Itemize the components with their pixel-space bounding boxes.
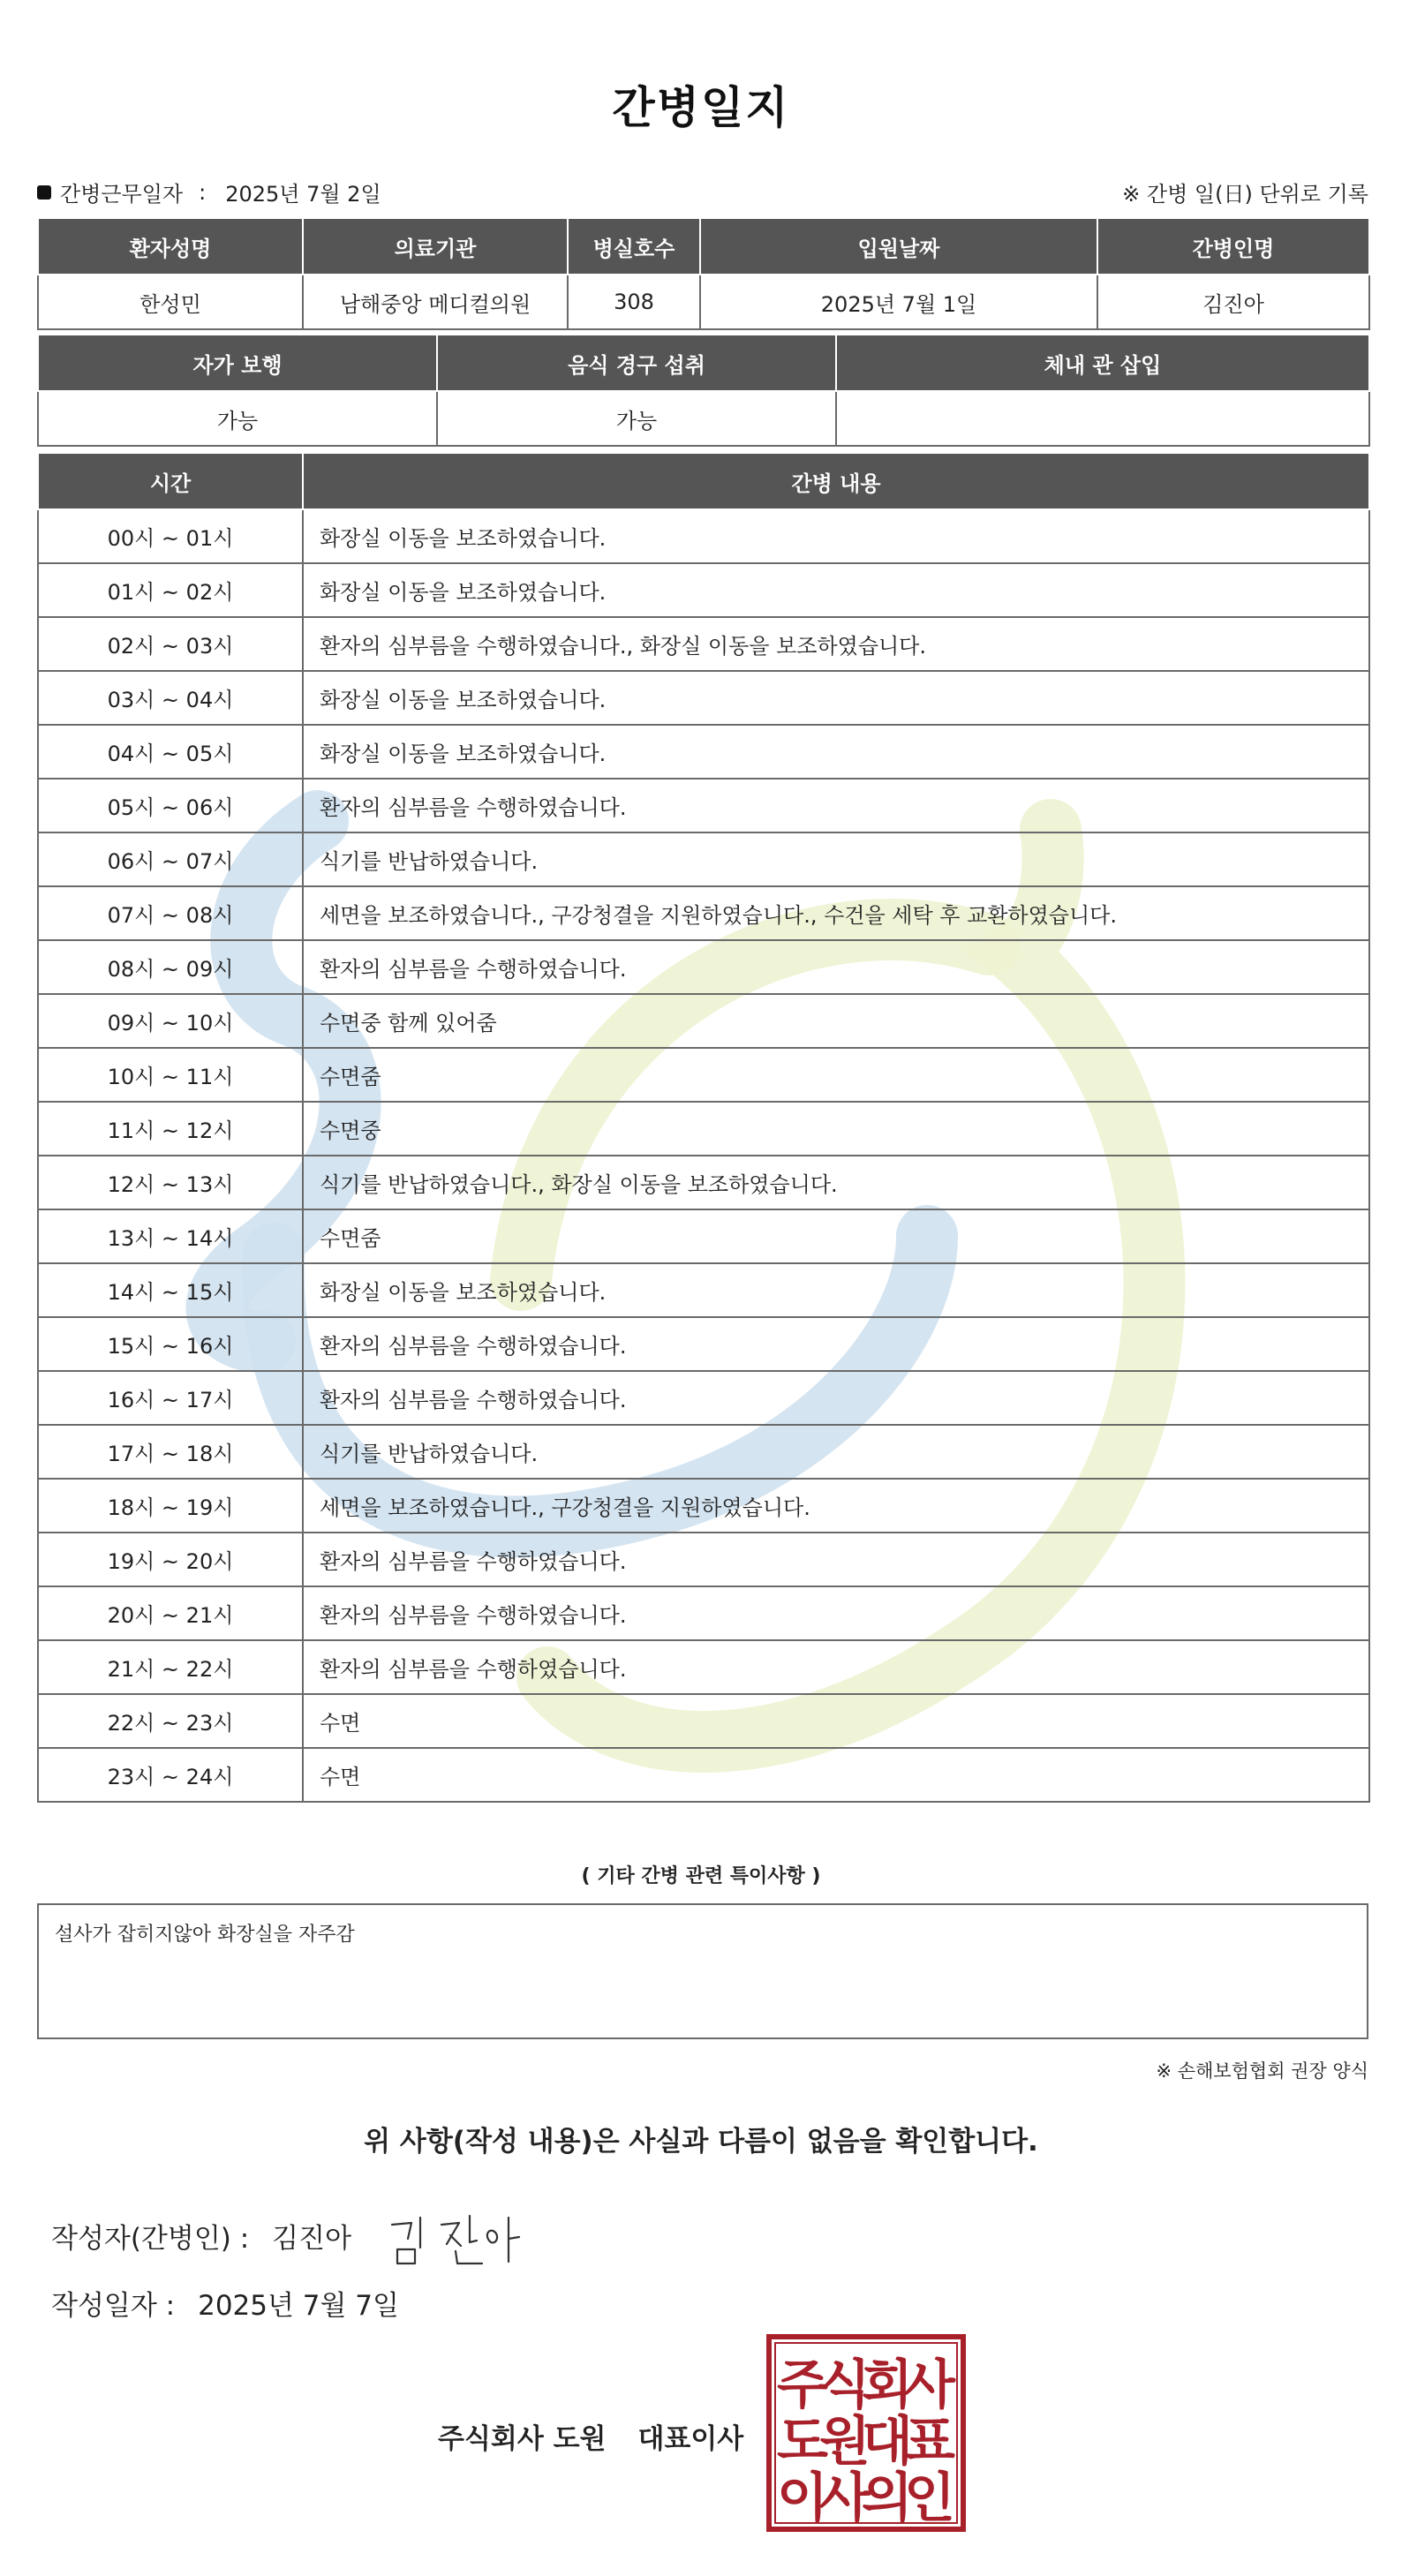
special-notes-text: 설사가 잡히지않아 화장실을 자주감 — [55, 1924, 355, 1946]
header-oral-intake: 음식 경구 섭취 — [437, 335, 836, 391]
log-time: 12시 ~ 13시 — [38, 1156, 303, 1209]
log-time: 06시 ~ 07시 — [38, 832, 303, 886]
log-content: 화장실 이동을 보조하였습니다. — [303, 1263, 1369, 1317]
confirmation-statement: 위 사항(작성 내용)은 사실과 다름이 없음을 확인합니다. — [364, 2126, 1038, 2158]
hourly-care-log-table — [37, 452, 1370, 1803]
svg-text:주: 주 — [777, 2354, 828, 2416]
log-content: 화장실 이동을 보조하였습니다. — [303, 725, 1369, 779]
log-time: 05시 ~ 06시 — [38, 779, 303, 832]
header-tube-insertion: 체내 관 삽입 — [836, 335, 1369, 391]
svg-text:대: 대 — [862, 2411, 913, 2473]
work-date-label: 간병근무일자 — [60, 182, 184, 207]
work-date-line — [37, 173, 1368, 208]
written-date-label: 작성일자 : — [51, 2290, 176, 2322]
ceo-title: 대표이사 — [637, 2423, 744, 2455]
oral-intake-value: 가능 — [437, 391, 836, 446]
admission-date-value: 2025년 7월 1일 — [700, 275, 1097, 329]
log-content: 수면중 함께 있어줌 — [303, 994, 1369, 1048]
writer-label: 작성자(간병인) : — [51, 2223, 250, 2255]
log-content: 수면줌 — [303, 1209, 1369, 1263]
log-time: 10시 ~ 11시 — [38, 1048, 303, 1102]
header-hospital: 의료기관 — [303, 218, 568, 275]
log-time: 13시 ~ 14시 — [38, 1209, 303, 1263]
log-row — [38, 1694, 1369, 1748]
log-content: 환자의 심부름을 수행하였습니다. — [303, 1640, 1369, 1694]
room-number-value: 308 — [568, 275, 700, 329]
log-content: 세면을 보조하였습니다., 구강청결을 지원하였습니다., 수건을 세탁 후 교환하였습니다. — [303, 886, 1369, 940]
log-row — [38, 1209, 1369, 1263]
log-content: 세면을 보조하였습니다., 구강청결을 지원하였습니다. — [303, 1479, 1369, 1533]
log-row — [38, 1371, 1369, 1425]
log-content: 수면줌 — [303, 1048, 1369, 1102]
log-content: 수면 — [303, 1748, 1369, 1802]
log-row — [38, 1533, 1369, 1586]
log-row — [38, 1317, 1369, 1371]
header-patient-name: 환자성명 — [38, 218, 303, 275]
log-content: 수면중 — [303, 1102, 1369, 1156]
log-time: 04시 ~ 05시 — [38, 725, 303, 779]
log-row — [38, 940, 1369, 994]
log-time: 17시 ~ 18시 — [38, 1425, 303, 1479]
log-content: 환자의 심부름을 수행하였습니다. — [303, 1586, 1369, 1640]
header-time: 시간 — [38, 453, 303, 509]
header-caregiver-name: 간병인명 — [1097, 218, 1369, 275]
log-time: 20시 ~ 21시 — [38, 1586, 303, 1640]
svg-text:사: 사 — [819, 2467, 871, 2529]
special-notes-box — [37, 1903, 1368, 2039]
log-time: 18시 ~ 19시 — [38, 1479, 303, 1533]
log-row — [38, 886, 1369, 940]
log-row — [38, 1102, 1369, 1156]
log-time: 02시 ~ 03시 — [38, 617, 303, 671]
log-content: 화장실 이동을 보조하였습니다. — [303, 509, 1369, 563]
log-content: 화장실 이동을 보조하였습니다. — [303, 563, 1369, 617]
company-seal — [766, 2334, 966, 2532]
special-notes-title: ( 기타 간병 관련 특이사항 ) — [581, 1865, 821, 1887]
svg-text:의: 의 — [862, 2467, 913, 2529]
log-row — [38, 1425, 1369, 1479]
writer-line — [51, 2216, 351, 2256]
log-time: 11시 ~ 12시 — [38, 1102, 303, 1156]
log-time: 00시 ~ 01시 — [38, 509, 303, 563]
log-content: 수면 — [303, 1694, 1369, 1748]
log-time: 22시 ~ 23시 — [38, 1694, 303, 1748]
log-row — [38, 725, 1369, 779]
log-row — [38, 994, 1369, 1048]
log-row — [38, 1048, 1369, 1102]
header-self-walking: 자가 보행 — [38, 335, 437, 391]
log-time: 23시 ~ 24시 — [38, 1748, 303, 1802]
svg-text:식: 식 — [819, 2354, 871, 2416]
log-row — [38, 671, 1369, 725]
writer-name: 김진아 — [272, 2223, 352, 2255]
log-content: 환자의 심부름을 수행하였습니다. — [303, 1317, 1369, 1371]
log-time: 08시 ~ 09시 — [38, 940, 303, 994]
log-time: 19시 ~ 20시 — [38, 1533, 303, 1586]
log-row — [38, 617, 1369, 671]
daily-record-note: ※ 간병 일(日) 단위로 기록 — [1122, 182, 1368, 207]
svg-text:원: 원 — [819, 2411, 871, 2473]
log-row — [38, 1748, 1369, 1802]
hospital-value: 남해중앙 메디컬의원 — [303, 275, 568, 329]
svg-text:회: 회 — [862, 2354, 913, 2416]
work-date-separator: : — [199, 179, 207, 205]
log-content: 환자의 심부름을 수행하였습니다., 화장실 이동을 보조하였습니다. — [303, 617, 1369, 671]
log-content: 식기를 반납하였습니다. — [303, 1425, 1369, 1479]
log-row — [38, 1263, 1369, 1317]
log-content: 환자의 심부름을 수행하였습니다. — [303, 779, 1369, 832]
log-row — [38, 832, 1369, 886]
log-row — [38, 1156, 1369, 1209]
handwritten-signature — [385, 2209, 544, 2271]
log-time: 15시 ~ 16시 — [38, 1317, 303, 1371]
company-name: 주식회사 도원 — [438, 2423, 607, 2455]
page-title: 간병일지 — [612, 82, 790, 133]
header-room-number: 병실호수 — [568, 218, 700, 275]
company-line — [438, 2416, 743, 2456]
patient-info-table — [37, 217, 1370, 330]
work-date-value: 2025년 7월 2일 — [225, 182, 381, 207]
tube-insertion-value — [836, 391, 1369, 446]
written-date-value: 2025년 7월 7일 — [198, 2290, 399, 2322]
caregiver-name-value: 김진아 — [1097, 275, 1369, 329]
svg-text:인: 인 — [904, 2467, 955, 2529]
log-row — [38, 1479, 1369, 1533]
svg-text:도: 도 — [777, 2411, 828, 2473]
log-time: 14시 ~ 15시 — [38, 1263, 303, 1317]
log-row — [38, 509, 1369, 563]
self-walking-value: 가능 — [38, 391, 437, 446]
log-time: 09시 ~ 10시 — [38, 994, 303, 1048]
patient-status-table — [37, 334, 1370, 447]
log-row — [38, 779, 1369, 832]
log-time: 01시 ~ 02시 — [38, 563, 303, 617]
header-admission-date: 입원날짜 — [700, 218, 1097, 275]
log-row — [38, 1586, 1369, 1640]
log-time: 03시 ~ 04시 — [38, 671, 303, 725]
svg-text:사: 사 — [904, 2354, 955, 2416]
log-content: 식기를 반납하였습니다. — [303, 832, 1369, 886]
log-content: 환자의 심부름을 수행하였습니다. — [303, 940, 1369, 994]
header-care-content: 간병 내용 — [303, 453, 1369, 509]
patient-name-value: 한성민 — [38, 275, 303, 329]
log-content: 환자의 심부름을 수행하였습니다. — [303, 1533, 1369, 1586]
log-content: 식기를 반납하였습니다., 화장실 이동을 보조하였습니다. — [303, 1156, 1369, 1209]
svg-text:이: 이 — [777, 2467, 828, 2529]
log-time: 21시 ~ 22시 — [38, 1640, 303, 1694]
log-time: 07시 ~ 08시 — [38, 886, 303, 940]
log-row — [38, 563, 1369, 617]
log-time: 16시 ~ 17시 — [38, 1371, 303, 1425]
log-content: 환자의 심부름을 수행하였습니다. — [303, 1371, 1369, 1425]
svg-text:표: 표 — [904, 2411, 955, 2473]
recommended-form-note: ※ 손해보험협회 권장 양식 — [1156, 2060, 1368, 2082]
log-content: 화장실 이동을 보조하였습니다. — [303, 671, 1369, 725]
written-date-line — [51, 2283, 399, 2323]
square-bullet-icon — [37, 185, 51, 200]
log-row — [38, 1640, 1369, 1694]
